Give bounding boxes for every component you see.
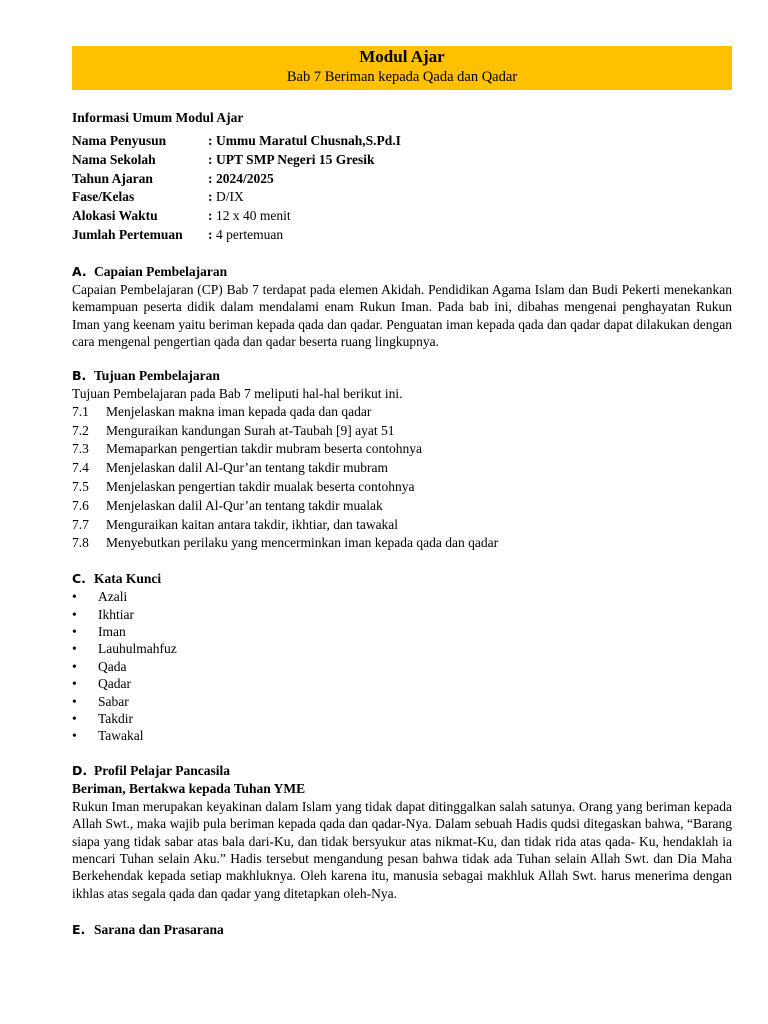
document-title: Modul Ajar xyxy=(359,47,445,66)
list-item: • Iman xyxy=(72,624,126,639)
list-item: 7.5 Menjelaskan pengertian takdir mualak beserta contohnya xyxy=(72,479,415,494)
section-title: Profil Pelajar Pancasila xyxy=(94,762,230,778)
objective-list xyxy=(72,403,732,553)
info-label: Alokasi Waktu xyxy=(72,208,158,224)
list-item: 7.3 Memaparkan pengertian takdir mubram beserta contohnya xyxy=(72,441,423,457)
section-title: Sarana dan Prasarana xyxy=(94,922,224,938)
section-letter: D. xyxy=(72,762,88,778)
info-row: Alokasi Waktu : 12 x 40 menit xyxy=(72,207,732,226)
info-row: Nama Sekolah : UPT SMP Negeri 15 Gresik xyxy=(72,151,732,170)
section-e-heading xyxy=(72,921,732,939)
list-item: 7.7 Menguraikan kaitan antara takdir, ikhtiar, dan tawakal xyxy=(72,516,399,532)
list-item: 7.2 Menguraikan kandungan Surah at-Taubah [9] ayat 51 xyxy=(72,422,395,438)
list-item: • Tawakal xyxy=(72,728,144,744)
document-subtitle: Bab 7 Beriman kepada Qada dan Qadar xyxy=(286,69,518,85)
info-value: UPT SMP Negeri 15 Gresik xyxy=(216,151,375,167)
section-letter: C. xyxy=(72,571,86,587)
info-table xyxy=(72,132,732,245)
list-item: • Qadar xyxy=(72,676,131,692)
info-value: 4 pertemuan xyxy=(216,226,284,242)
section-a-text: Capaian Pembelajaran (CP) Bab 7 terdapat pada elemen Akidah. Pendidikan Agama Islam dan Budi Pekerti menekankan kemampuan peserta didik dalam mendalami enam Rukun Iman. Pada bab ini, dibahas mengenai penghayatan Rukun Iman yang keenam yaitu beriman kepada qada dan qadar. Penguatan iman kepada qada dan qadar dapat dilakukan dengan cara mengenal pengertian qada dan qadar beserta ruang lingkupnya. xyxy=(72,281,732,349)
info-value: 12 x 40 menit xyxy=(216,208,291,224)
list-item: 7.1 Menjelaskan makna iman kepada qada dan qadar xyxy=(72,403,372,419)
section-letter: B. xyxy=(72,368,87,384)
list-item: • Lauhulmahfuz xyxy=(72,641,177,657)
info-value: Ummu Maratul Chusnah,S.Pd.I xyxy=(216,133,401,148)
section-title: Capaian Pembelajaran xyxy=(94,263,228,279)
info-label: Fase/Kelas xyxy=(72,189,135,205)
title-banner xyxy=(72,46,732,90)
section-letter: E. xyxy=(72,922,86,938)
section-letter: A. xyxy=(72,263,87,279)
section-d-heading xyxy=(72,762,732,780)
section-d-subheading: Beriman, Bertakwa kepada Tuhan YME xyxy=(72,780,306,796)
keyword-list xyxy=(72,588,732,745)
info-row: Nama Penyusun : Ummu Maratul Chusnah,S.Pd.I xyxy=(72,132,732,151)
section-b-intro: Tujuan Pembelajaran pada Bab 7 meliputi hal-hal berikut ini. xyxy=(72,386,403,402)
info-label: Nama Penyusun xyxy=(72,133,167,148)
list-item: 7.6 Menjelaskan dalil Al-Qur’an tentang takdir mualak xyxy=(72,497,383,513)
section-title: Tujuan Pembelajaran xyxy=(94,368,220,384)
info-row: Fase/Kelas : D/IX xyxy=(72,188,732,207)
list-item: • Qada xyxy=(72,658,127,674)
section-c-heading xyxy=(72,570,732,588)
info-heading: Informasi Umum Modul Ajar xyxy=(72,110,244,125)
list-item: • Ikhtiar xyxy=(72,606,134,622)
document-page xyxy=(72,46,732,939)
list-item: • Sabar xyxy=(72,693,129,709)
list-item: 7.8 Menyebutkan perilaku yang mencerminkan iman kepada qada dan qadar xyxy=(72,535,499,551)
info-label: Jumlah Pertemuan xyxy=(72,226,183,242)
section-a-heading xyxy=(72,263,732,281)
section-title: Kata Kunci xyxy=(94,571,162,587)
info-value: D/IX xyxy=(216,189,244,205)
list-item: • Takdir xyxy=(72,711,134,727)
section-b-heading xyxy=(72,367,732,385)
info-value: 2024/2025 xyxy=(216,170,274,186)
list-item: 7.4 Menjelaskan dalil Al-Qur’an tentang takdir mubram xyxy=(72,460,389,476)
info-row: Tahun Ajaran : 2024/2025 xyxy=(72,170,732,189)
info-label: Nama Sekolah xyxy=(72,151,156,167)
section-d-text: Rukun Iman merupakan keyakinan dalam Islam yang tidak dapat ditinggalkan salah satunya. Orang yang beriman kepada Allah Swt., maka wajib pula beriman kepada qada dan qadar-Nya. Dalam sebuah Hadis qudsi ditegaskan bahwa, “Barang siapa yang tidak sabar atas bala dari-Ku, dan tidak bersyukur atas nikmat-Ku, dan tidak rida atas qada- Ku, hendaklah ia mencari Tuhan selain Aku.” Hadis tersebut mengandung pesan bahwa tidak ada Tuhan selain Allah Swt. dan Dia Maha Berkehendak kepada setiap makhluknya. Oleh karena itu, manusia sebagai makhluk Allah Swt. harus menerima dengan ikhlas atas segala qada dan qadar yang ditetapkan oleh-Nya. xyxy=(72,798,732,901)
info-row: Jumlah Pertemuan : 4 pertemuan xyxy=(72,226,732,245)
info-label: Tahun Ajaran xyxy=(72,170,153,186)
list-item: • Azali xyxy=(72,589,128,605)
